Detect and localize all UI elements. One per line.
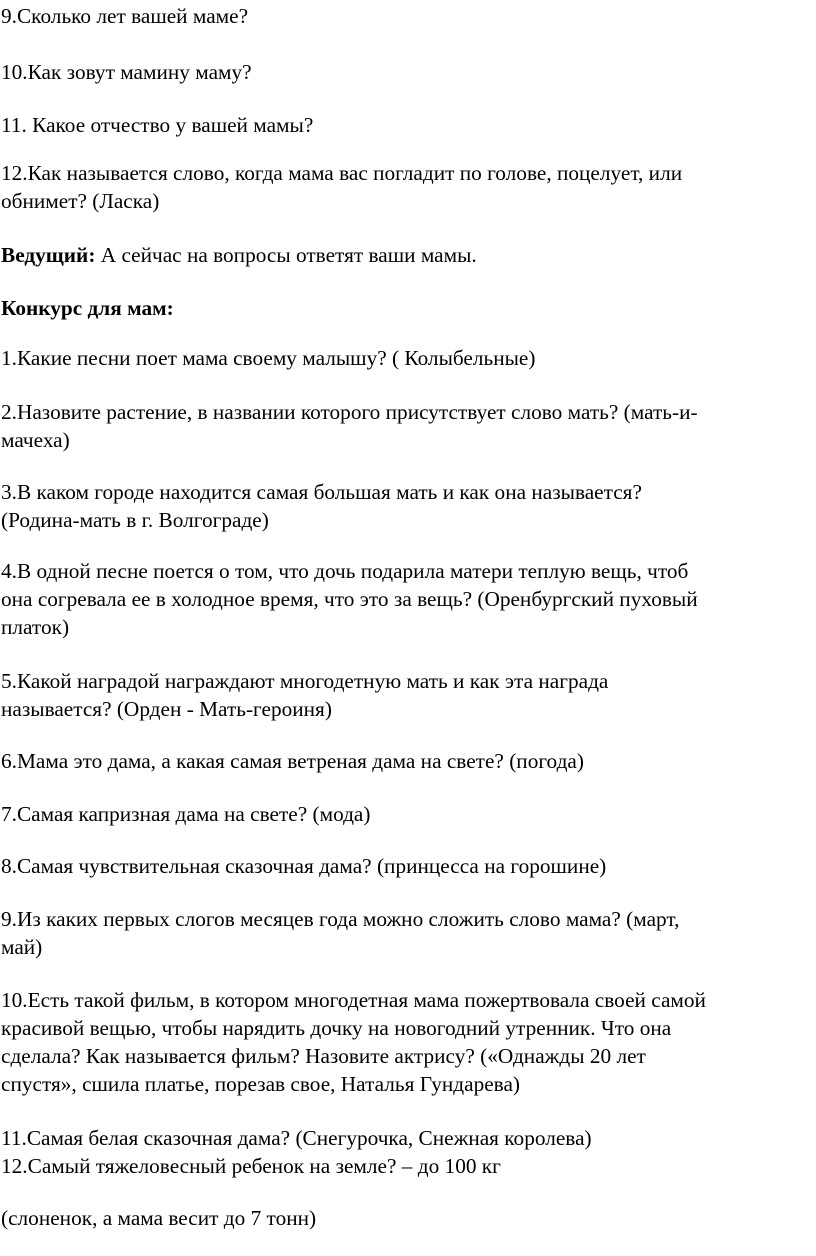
- contest-question-6: [1, 747, 813, 775]
- question-text: 7.Самая капризная дама на свете? (мода): [1, 802, 371, 826]
- question-text: 12.Самый тяжеловесный ребенок на земле? – до 100 кг: [1, 1154, 501, 1178]
- question-text: 11.Самая белая сказочная дама? (Снегурочка, Снежная королева): [1, 1126, 592, 1150]
- question-text: 6.Мама это дама, а какая самая ветреная дама на свете? (погода): [1, 749, 584, 773]
- question-text: 4.В одной песне поется о том, что дочь подарила матери теплую вещь, чтоб: [1, 559, 689, 583]
- question-text: май): [1, 935, 43, 959]
- contest-question-11-12: [1, 1124, 813, 1180]
- contest-question-8: [1, 852, 813, 880]
- question-text: она согревала ее в холодное время, что это за вещь? (Оренбургский пуховый: [1, 587, 698, 611]
- question-text: 5.Какой наградой награждают многодетную мать и как эта награда: [1, 669, 609, 693]
- contest-question-7: [1, 800, 813, 828]
- question-text: платок): [1, 615, 70, 639]
- question-text: называется? (Орден - Мать-героиня): [1, 697, 332, 721]
- question-text: сделала? Как называется фильм? Назовите актрису? («Однажды 20 лет: [1, 1044, 646, 1068]
- question-text: 12.Как называется слово, когда мама вас погладит по голове, поцелует, или: [1, 161, 683, 185]
- question-text: 8.Самая чувствительная сказочная дама? (принцесса на горошине): [1, 854, 607, 878]
- question-12: [1, 159, 813, 215]
- question-text: 11. Какое отчество у вашей мамы?: [1, 113, 314, 137]
- answer-text: (слоненок, а мама весит до 7 тонн): [1, 1206, 317, 1230]
- question-text: спустя», сшила платье, порезав свое, Наталья Гундарева): [1, 1072, 520, 1096]
- question-text: 1.Какие песни поет мама своему малышу? ( Колыбельные): [1, 346, 536, 370]
- question-text: 10.Как зовут мамину маму?: [1, 60, 252, 84]
- question-text: 3.В каком городе находится самая большая мать и как она называется?: [1, 480, 642, 504]
- question-text: 2.Назовите растение, в названии которого присутствует слово мать? (мать-и-: [1, 400, 698, 424]
- contest-heading: [1, 294, 813, 322]
- question-text: обнимет? (Ласка): [1, 189, 160, 213]
- contest-question-9: [1, 905, 813, 961]
- host-line: [1, 241, 813, 269]
- host-text: А сейчас на вопросы ответят ваши мамы.: [95, 243, 477, 267]
- question-text: 9.Из каких первых слогов месяцев года можно сложить слово мама? (март,: [1, 907, 680, 931]
- question-text: (Родина-мать в г. Волгограде): [1, 508, 269, 532]
- question-9: [1, 2, 813, 30]
- question-text: 9.Сколько лет вашей маме?: [1, 4, 249, 28]
- contest-question-1: [1, 344, 813, 372]
- contest-question-2: [1, 398, 813, 454]
- contest-question-10: [1, 986, 813, 1098]
- contest-heading-text: Конкурс для мам:: [1, 296, 174, 320]
- question-text: мачеха): [1, 428, 70, 452]
- contest-question-5: [1, 667, 813, 723]
- question-text: красивой вещью, чтобы нарядить дочку на новогодний утренник. Что она: [1, 1016, 672, 1040]
- host-label: Ведущий:: [1, 243, 96, 267]
- contest-question-3: [1, 478, 813, 534]
- question-text: 10.Есть такой фильм, в котором многодетная мама пожертвовала своей самой: [1, 988, 706, 1012]
- contest-question-4: [1, 557, 813, 641]
- question-11: [1, 111, 813, 139]
- contest-question-12-answer: [1, 1204, 813, 1232]
- question-10: [1, 58, 813, 86]
